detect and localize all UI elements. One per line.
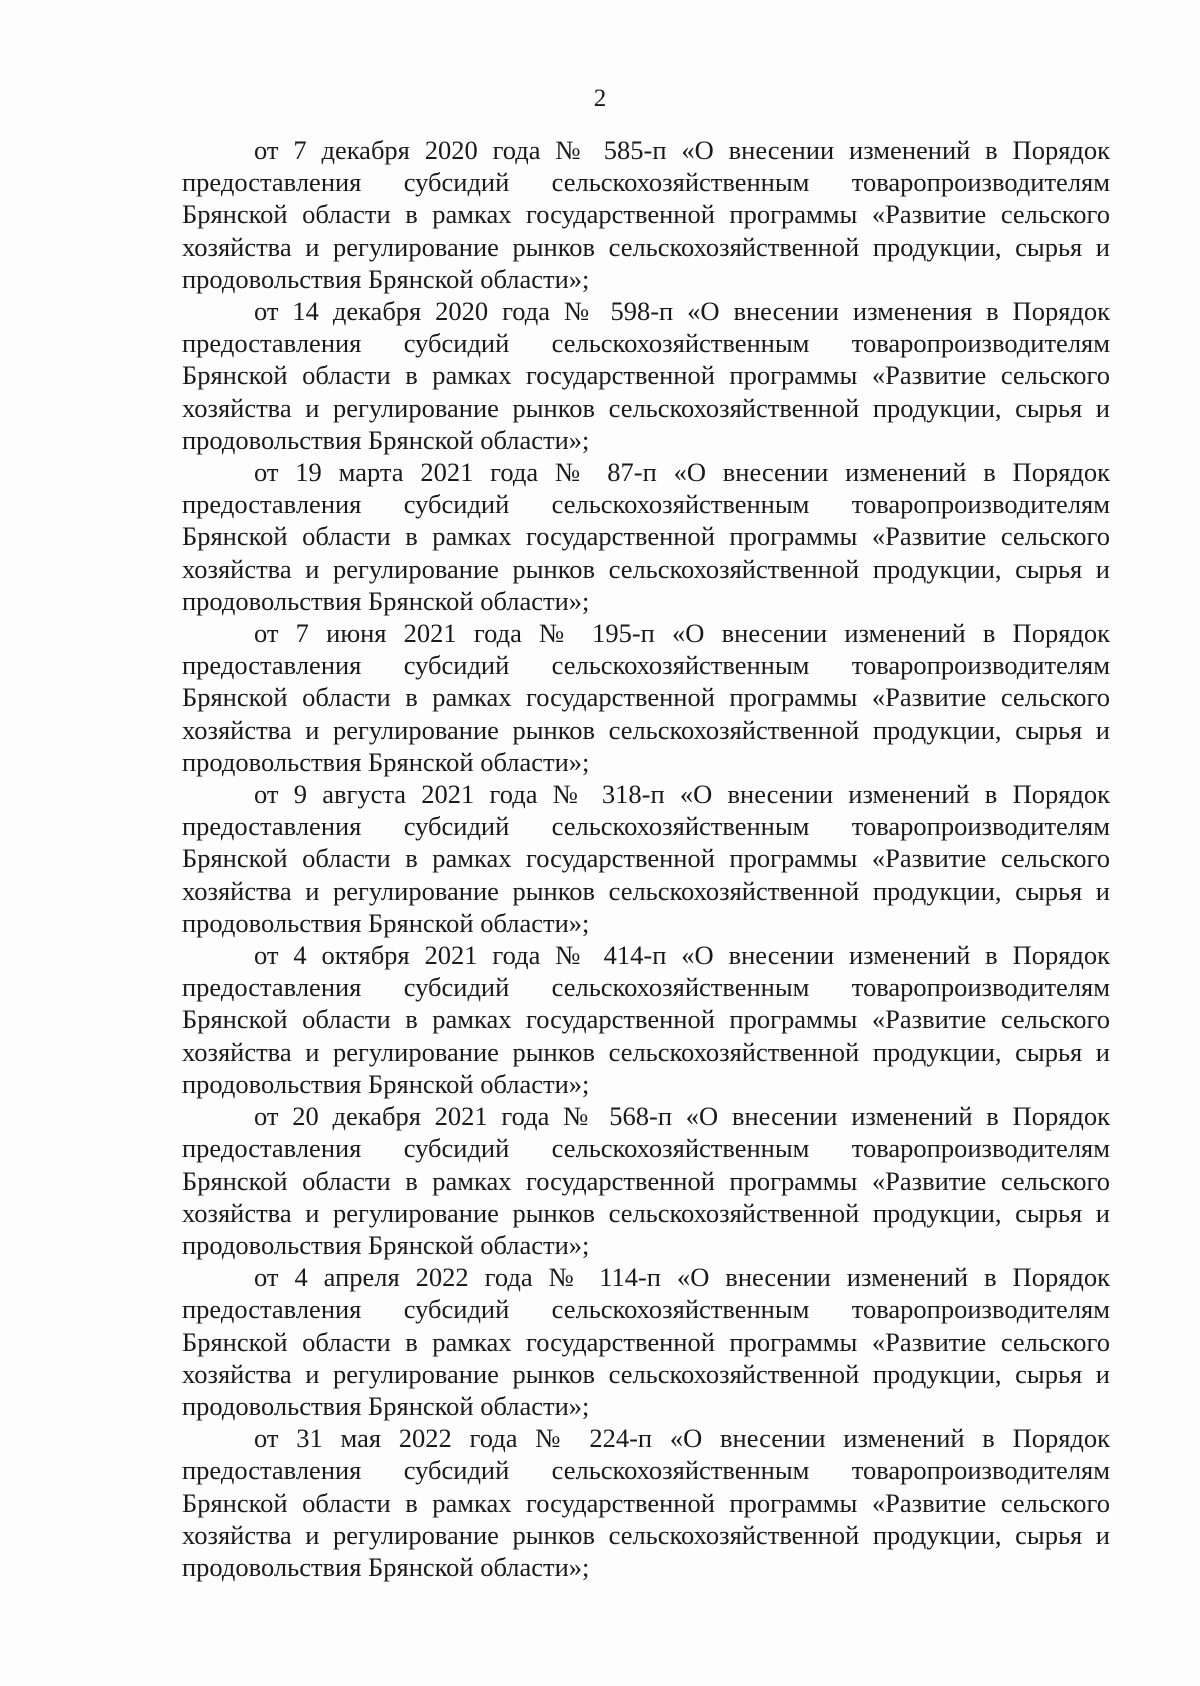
- list-item: от 19 марта 2021 года № 87-п «О внесении изменений в Порядок предоставления субсидий сельскохозяйственным товаропроизводителям Брянской области в рамках государственной программы «Развитие сельского хозяйства и регулирование рынков сельскохозяйственной продукции, сырья и продовольствия Брянской области»;: [182, 457, 1110, 616]
- list-item: от 7 декабря 2020 года № 585-п «О внесении изменений в Порядок предоставления субсидий сельскохозяйственным товаропроизводителям Брянской области в рамках государственной программы «Развитие сельского хозяйства и регулирование рынков сельскохозяйственной продукции, сырья и продовольствия Брянской области»;: [182, 135, 1110, 294]
- document-body: [182, 134, 1110, 1583]
- page-number: 2: [593, 85, 607, 112]
- list-item: от 9 августа 2021 года № 318-п «О внесении изменений в Порядок предоставления субсидий сельскохозяйственным товаропроизводителям Брянской области в рамках государственной программы «Развитие сельского хозяйства и регулирование рынков сельскохозяйственной продукции, сырья и продовольствия Брянской области»;: [182, 779, 1110, 938]
- list-item: от 20 декабря 2021 года № 568-п «О внесении изменений в Порядок предоставления субсидий сельскохозяйственным товаропроизводителям Брянской области в рамках государственной программы «Развитие сельского хозяйства и регулирование рынков сельскохозяйственной продукции, сырья и продовольствия Брянской области»;: [182, 1101, 1110, 1260]
- list-item: от 31 мая 2022 года № 224-п «О внесении изменений в Порядок предоставления субсидий сельскохозяйственным товаропроизводителям Брянской области в рамках государственной программы «Развитие сельского хозяйства и регулирование рынков сельскохозяйственной продукции, сырья и продовольствия Брянской области»;: [182, 1423, 1110, 1582]
- list-item: от 7 июня 2021 года № 195-п «О внесении изменений в Порядок предоставления субсидий сельскохозяйственным товаропроизводителям Брянской области в рамках государственной программы «Развитие сельского хозяйства и регулирование рынков сельскохозяйственной продукции, сырья и продовольствия Брянской области»;: [182, 618, 1110, 777]
- list-item: от 4 октября 2021 года № 414-п «О внесении изменений в Порядок предоставления субсидий сельскохозяйственным товаропроизводителям Брянской области в рамках государственной программы «Развитие сельского хозяйства и регулирование рынков сельскохозяйственной продукции, сырья и продовольствия Брянской области»;: [182, 940, 1110, 1099]
- list-item: от 4 апреля 2022 года № 114-п «О внесении изменений в Порядок предоставления субсидий сельскохозяйственным товаропроизводителям Брянской области в рамках государственной программы «Развитие сельского хозяйства и регулирование рынков сельскохозяйственной продукции, сырья и продовольствия Брянской области»;: [182, 1262, 1110, 1421]
- list-item: от 14 декабря 2020 года № 598-п «О внесении изменения в Порядок предоставления субсидий сельскохозяйственным товаропроизводителям Брянской области в рамках государственной программы «Развитие сельского хозяйства и регулирование рынков сельскохозяйственной продукции, сырья и продовольствия Брянской области»;: [182, 296, 1110, 455]
